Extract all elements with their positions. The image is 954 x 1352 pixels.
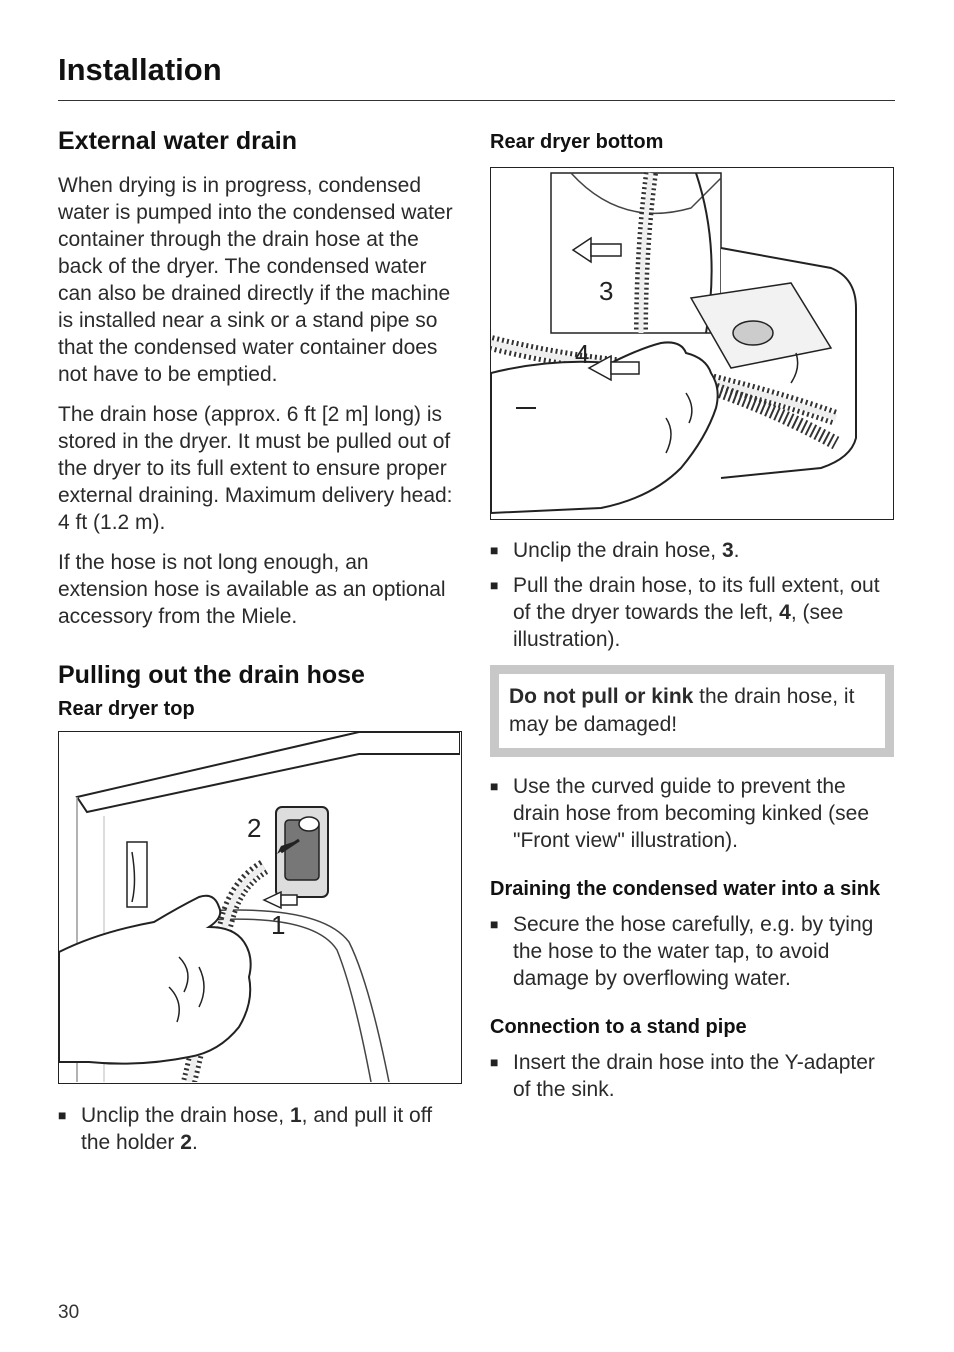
bullet-unclip-drain-hose-bottom: ■ Unclip the drain hose, 3.	[490, 539, 740, 562]
warning-note	[490, 665, 894, 757]
warning-note-text: the drain hose, it may be damaged!	[509, 685, 855, 736]
bullet-square-icon: ■	[490, 577, 499, 593]
page-title: Installation	[58, 52, 222, 87]
bullet-secure-hose: ■ Secure the hose carefully, e.g. by tying the hose to the water tap, to avoid damage by overflowing water.	[490, 913, 874, 990]
warning-note-bold: Do not pull or kink	[509, 685, 694, 708]
right-column	[490, 124, 894, 1111]
rear-dryer-top-illustration	[59, 732, 460, 1082]
subheading-stand-pipe: Connection to a stand pipe	[490, 1016, 747, 1038]
figure-label-2: 2	[247, 813, 262, 843]
bullet-insert-hose: ■ Insert the drain hose into the Y-adapter of the sink.	[490, 1051, 875, 1101]
figure-rear-dryer-bottom	[490, 167, 894, 520]
bullet-square-icon: ■	[490, 916, 499, 932]
figure-label-1: 1	[271, 910, 286, 940]
bullet-square-icon: ■	[490, 542, 499, 558]
subheading-rear-dryer-top: Rear dryer top	[58, 698, 195, 720]
subheading-sink: Draining the condensed water into a sink	[490, 878, 881, 900]
title-divider	[58, 100, 895, 101]
figure-rear-dryer-top	[58, 731, 462, 1084]
subheading-rear-dryer-bottom: Rear dryer bottom	[490, 131, 664, 153]
page-number: 30	[58, 1302, 80, 1323]
paragraph-extension: If the hose is not long enough, an extension hose is available as an optional accessory from the Miele.	[58, 551, 446, 628]
paragraph-intro: When drying is in progress, condensed water is pumped into the condensed water container through the drain hose at the back of the dryer. The condensed water can also be drained directly if the machine is installed near a sink or a stand pipe so that the condensed water container does not have to be emptied.	[58, 174, 453, 386]
bullet-pull-drain-hose: ■ Pull the drain hose, to its full extent, out of the dryer towards the left, 4, (see illustration).	[490, 574, 880, 651]
figure-label-3: 3	[599, 276, 614, 306]
section-heading-external-water-drain: External water drain	[58, 127, 297, 155]
bullet-unclip-drain-hose-top: ■ Unclip the drain hose, 1, and pull it off the holder 2.	[58, 1104, 433, 1154]
figure-label-4: 4	[575, 339, 590, 369]
bullet-square-icon: ■	[58, 1107, 67, 1123]
section-heading-pulling-out: Pulling out the drain hose	[58, 661, 365, 689]
bullet-curved-guide: ■ Use the curved guide to prevent the drain hose from becoming kinked (see "Front view" illustration).	[490, 775, 870, 852]
bullet-square-icon: ■	[490, 1054, 499, 1070]
rear-dryer-bottom-illustration	[491, 168, 892, 518]
bullet-square-icon: ■	[490, 778, 499, 794]
left-column	[58, 124, 464, 1164]
paragraph-hose-length: The drain hose (approx. 6 ft [2 m] long) is stored in the dryer. It must be pulled out of the dryer to its full extent to ensure proper external draining. Maximum delivery head: 4 ft (1.2 m).	[58, 403, 453, 534]
